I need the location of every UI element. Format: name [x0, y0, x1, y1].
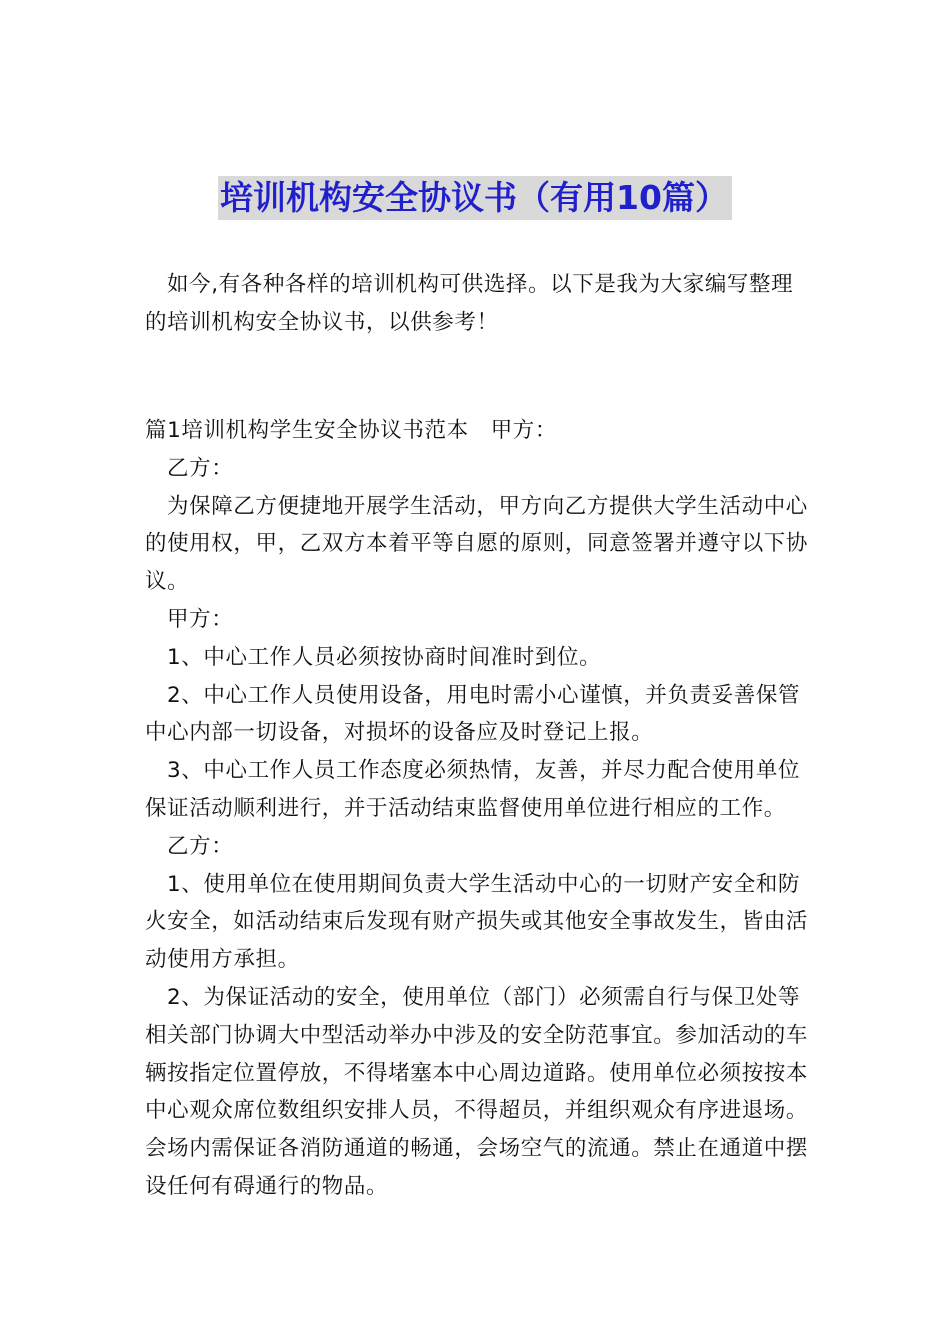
section-heading-line — [145, 412, 808, 450]
section-1 — [145, 412, 808, 1206]
party-b-label-2: 乙方： — [167, 833, 234, 859]
party-a-label: 甲方： — [167, 606, 234, 632]
title-container — [0, 176, 950, 220]
document-title: 培训机构安全协议书（有用10篇） — [218, 176, 732, 220]
section-heading-party: 甲方： — [490, 418, 557, 443]
party-b-item: 2、为保证活动的安全，使用单位（部门）必须需自行与保卫处等相关部门协调大中型活动举办中涉及的安全防范事宜。参加活动的车辆按指定位置停放，不得堵塞本中心周边道路。使用单位必须按按本中心观众席位数组织安排人员，不得超员，并组织观众有序进退场。会场内需保证各消防通道的畅通，会场空气的流通。禁止在通道中摆设任何有碍通行的物品。 — [145, 984, 809, 1199]
party-a-item: 1、中心工作人员必须按协商时间准时到位。 — [167, 644, 602, 670]
party-b-label: 乙方： — [167, 455, 234, 481]
party-b-item: 1、使用单位在使用期间负责大学生活动中心的一切财产安全和防火安全，如活动结束后发现有财产损失或其他安全事故发生，皆由活动使用方承担。 — [145, 871, 809, 973]
party-a-item: 3、中心工作人员工作态度必须热情，友善，并尽力配合使用单位保证活动顺利进行，并于活动结束监督使用单位进行相应的工作。 — [145, 758, 801, 821]
section-heading: 篇1培训机构学生安全协议书范本 — [145, 418, 469, 443]
intro-block — [145, 266, 808, 342]
party-a-item: 2、中心工作人员使用设备，用电时需小心谨慎，并负责妥善保管中心内部一切设备，对损坏的设备应及时登记上报。 — [145, 682, 801, 746]
intro-paragraph: 如今,有各种各样的培训机构可供选择。以下是我为大家编写整理的培训机构安全协议书，以供参考！ — [145, 272, 794, 335]
preamble-paragraph: 为保障乙方便捷地开展学生活动，甲方向乙方提供大学生活动中心的使用权，甲，乙双方本着平等自愿的原则，同意签署并遵守以下协议。 — [145, 493, 809, 595]
